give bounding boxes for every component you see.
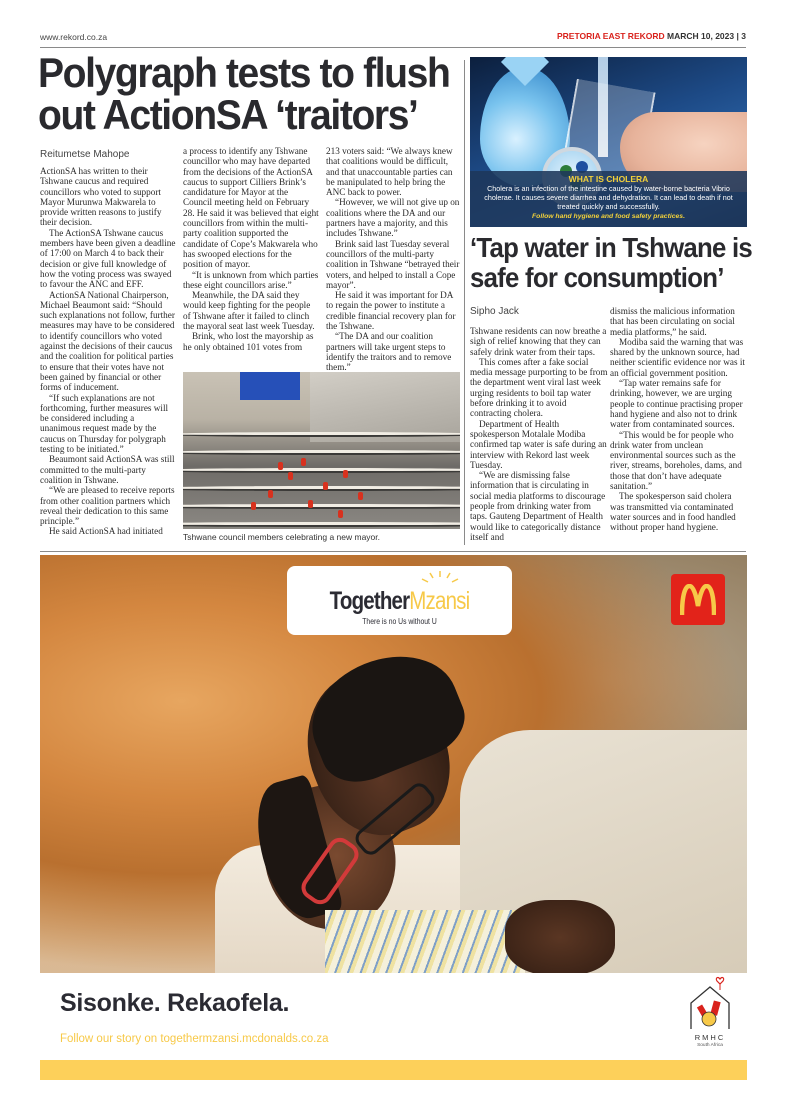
person	[358, 492, 363, 500]
paragraph: Brink, who lost the mayorship as he only obtained 101 votes from	[183, 331, 314, 352]
story2-column-2	[610, 306, 748, 533]
chamber-screen	[240, 372, 300, 400]
council-chamber-photo	[183, 372, 460, 529]
story1-column-1	[40, 166, 176, 537]
rmhc-house-icon	[685, 975, 735, 1031]
paragraph: Brink said last Tuesday several councillors of the multi-party coalition in Tshwane “betrayed their voters, and helped to install a Cope mayor”.	[326, 238, 460, 290]
logo-together: Together	[329, 587, 410, 615]
paragraph: The spokesperson said cholera was transmitted via contaminated water sources and in food handled without proper hand hygiene.	[610, 491, 736, 533]
campaign-logo-text	[307, 588, 492, 614]
person	[288, 472, 293, 480]
rmhc-logo	[680, 975, 740, 1055]
paragraph: a process to identify any Tshwane councillor who may have departed from the decisions of the ActionSA caucus to support Cilliers Brink’s candidature for Mayor at the Council meeting held on February 28. He said it was believed that eight councillors from within the multi-party coalition supported the candidate of Cope’s Makwarela who has swooped elections for the position of mayor.	[183, 146, 319, 270]
logo-mzansi: Mzansi	[409, 587, 470, 615]
paragraph: He said it was important for DA to regain the power to institute a credible financial recovery plan for the Tshwane.	[326, 290, 456, 332]
paragraph: “However, we will not give up on coalitions where the DA and our partners have a majority, and this includes Tshwane.”	[326, 197, 460, 239]
paragraph: Beaumont said ActionSA was still committed to the multi-party coalition in Tshwane.	[40, 454, 175, 485]
paragraph: ActionSA has written to their Tshwane caucus and required councillors who voted to support Mayor Murunwa Makwarela to provide written reasons to justify their decision.	[40, 166, 162, 228]
paragraph: Tshwane residents can now breathe a sigh of relief knowing that they can safely drink water from their taps.	[470, 326, 607, 357]
sun-rays-icon	[420, 571, 460, 585]
folio-right	[557, 31, 746, 41]
paragraph: 213 voters said: “We always knew that coalitions would be difficult, and that unaccountable parties can be manipulated to help bring the ANC back to power.	[326, 146, 453, 198]
paragraph: He said ActionSA had initiated	[49, 526, 163, 537]
advert-yellow-band	[40, 1060, 747, 1080]
paragraph: “If such explanations are not forthcoming, further measures will be considered including a unanimous request made by the caucus on Thursday for polygraph testing to be initiated.”	[40, 392, 169, 455]
person	[251, 502, 256, 510]
paragraph: Department of Health spokesperson Motalale Modiba confirmed tap water is safe during an interview with Rekord last week Tuesday.	[470, 418, 607, 470]
issue-date: MARCH 10, 2023	[667, 31, 735, 41]
story2-headline	[470, 232, 752, 293]
headline-line: out ActionSA ‘traitors’	[38, 91, 418, 138]
mcdonalds-arches-icon	[680, 584, 716, 615]
mcdonalds-logo	[671, 574, 725, 625]
mcdonalds-advert	[40, 555, 747, 1080]
person	[301, 458, 306, 466]
boy-shirt	[325, 910, 525, 980]
paragraph: “The DA and our coalition partners will take urgent steps to identify the traitors and to remove them.”	[326, 331, 452, 373]
together-mzansi-logo	[287, 566, 512, 635]
paragraph: “We are dismissing false information that is circulating in social media platforms to discourage people from drinking water from taps. Gauteng Department of Health would like to categorically distance itself and	[470, 470, 606, 542]
story1-byline: Reitumetse Mahope	[40, 149, 130, 160]
paragraph: “We are pleased to receive reports from other coalition partners which reveal their dedication to this same principle.”	[40, 485, 175, 527]
seating-row	[183, 468, 460, 473]
person	[308, 500, 313, 508]
seating-row	[183, 504, 460, 509]
paragraph: Meanwhile, the DA said they would keep fighting for the people of Tshwane after it failed to clinch the mayoral seat last week Tuesday.	[183, 290, 315, 332]
photo-caption: Tshwane council members celebrating a new mayor.	[183, 532, 381, 542]
paragraph: “It is unknown from which parties these eight councillors arise.”	[183, 269, 319, 290]
paragraph: “Tap water remains safe for drinking, however, we are urging people to continue practising proper hand hygiene and also not to drink water from contaminated sources.	[610, 378, 743, 430]
campaign-tagline: There is no Us without U	[362, 617, 437, 626]
section-divider	[40, 551, 746, 552]
seating-row	[183, 486, 460, 491]
cholera-footer: Follow hand hygiene and food safety practices.	[532, 213, 685, 220]
story1-headline	[38, 49, 450, 138]
paragraph: The ActionSA Tshwane caucus members have been given a deadline of 17:00 on March 4 to back their decision or give full knowledge of how the voting process was swayed to favour the ANC and EFF.	[40, 227, 176, 290]
advert-photo	[40, 555, 747, 973]
person	[343, 470, 348, 478]
rmhc-text: RMHC	[694, 1033, 726, 1042]
column-divider	[464, 60, 465, 545]
person	[278, 462, 283, 470]
folio-separator: |	[736, 31, 739, 41]
advert-website-link[interactable]: Follow our story on togethermzansi.mcdonalds.co.za	[60, 1033, 329, 1045]
seating-row	[183, 522, 460, 527]
headline-line: safe for consumption’	[470, 262, 724, 293]
seating-row	[183, 432, 460, 437]
story1-column-2	[183, 146, 319, 352]
site-url: www.rekord.co.za	[40, 32, 108, 42]
paragraph: This comes after a fake social media message purporting to be from the department went viral last week urging residents to boil tap water before drinking it to avoid contracting cholera.	[470, 356, 608, 419]
person	[268, 490, 273, 498]
story1-column-3	[326, 146, 462, 373]
page-folio	[40, 28, 746, 48]
cholera-text-box	[470, 171, 747, 227]
paragraph: Modiba said the warning that was shared by the unknown source, had neither scientific evidence nor was it an official government position.	[610, 336, 745, 378]
page-number: 3	[741, 31, 746, 41]
headline-line: ‘Tap water in Tshwane is	[470, 232, 752, 263]
story2-column-1	[470, 326, 608, 542]
cholera-info-graphic	[470, 57, 747, 227]
advert-footer	[40, 973, 747, 1060]
paragraph: ActionSA National Chairperson, Michael Beaumont said: “Should such explanations not follow, further measures may have to be considered to identify councillors who voted against the decisions of their caucus and the coalition for political parties to ensure that their votes have not been gained by financial or other forms of inducement.	[40, 289, 175, 393]
advert-slogan: Sisonke. Rekaofela.	[60, 989, 290, 1017]
rmhc-subtext: South Africa	[697, 1043, 723, 1048]
person	[338, 510, 343, 518]
paragraph: “This would be for people who drink water from unclean environmental sources such as the river, streams, boreholes, dams, and those that don’t have adequate sanitation.”	[610, 429, 742, 492]
seating-row	[183, 450, 460, 455]
publication-name: PRETORIA EAST REKORD	[556, 31, 665, 41]
paragraph: dismiss the malicious information that has been circulating on social media platforms,” he said.	[610, 306, 735, 337]
cholera-title: WHAT IS CHOLERA	[568, 174, 649, 184]
headline-line: Polygraph tests to flush	[38, 49, 450, 96]
clasped-hands	[505, 900, 615, 975]
story2-byline: Sipho Jack	[470, 306, 519, 317]
cholera-body: Cholera is an infection of the intestine caused by water-borne bacteria Vibrio cholerae. It causes severe diarrhea and dehydration. It can lead to death if not treated quickly and successfully.	[484, 184, 733, 211]
person	[323, 482, 328, 490]
